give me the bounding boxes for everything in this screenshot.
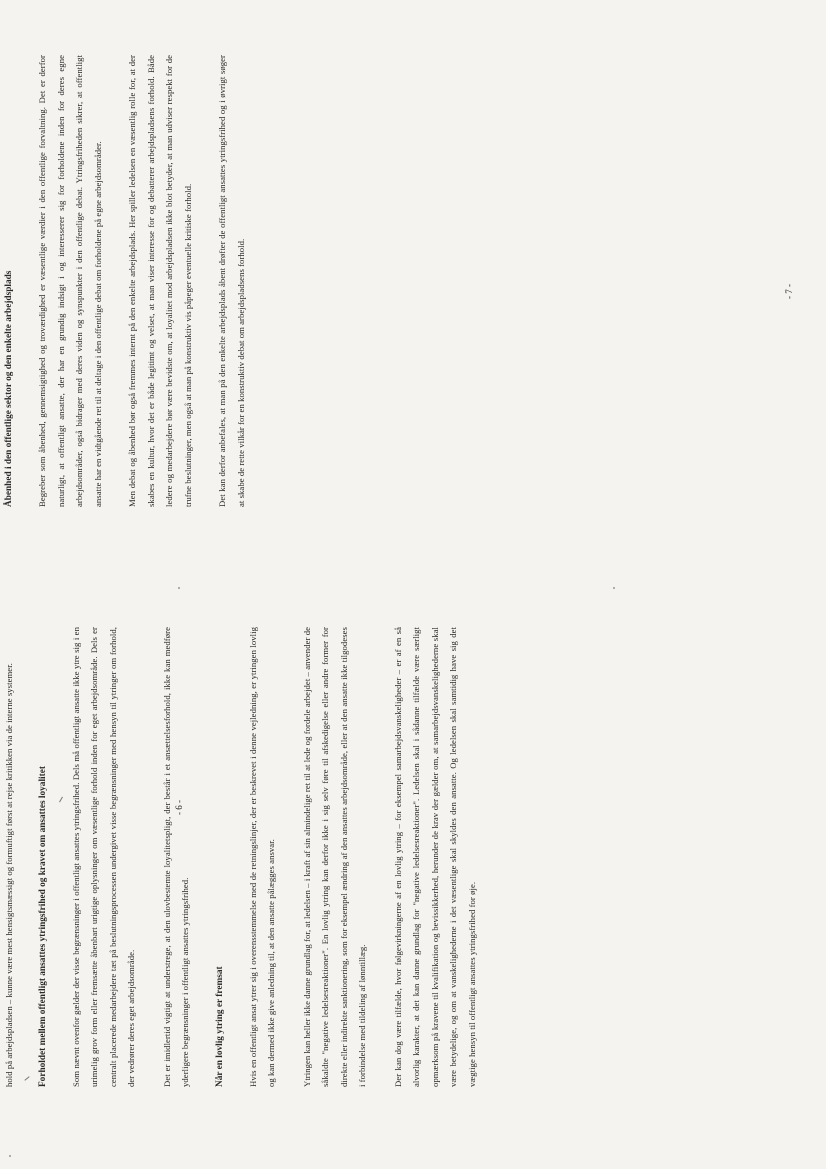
left-paragraph-2: Det er imidlertid vigtigt at understrege, at den ulovbestemte loyalitetspligt, der består i et ansættelsesforhold, ikke kan medføre yderligere begrænsninger i offentligt ansattes ytringsfrihed. <box>161 627 190 1087</box>
left-paragraph-1: Som nævnt ovenfor gælder der visse begrænsninger i offentligt ansattes ytringsfrihed. Dels må offentligt ansatte ikke ytre sig i en urimelig grov form eller fremsætte åbenbart urigtige oplysninger om væsentlige forhold inden for eget arbejdsområde. Dels er centralt placerede medarbejdere tæt på beslutningsprocessen undergivet visse begrænsninger med hensyn til ytringer om forhold, der vedrører deres eget arbejdsområde. <box>70 627 136 1087</box>
left-page <box>0 627 481 1087</box>
right-paragraph-3: Det kan derfor anbefales, at man på den enkelte arbejdsplads åbent drøfter de offentligt ansattes ytringsfrihed og i øvrigt søger at skabe de rette vilkår for en konstruktiv debat om arbejdspladsens forhold. <box>217 55 246 507</box>
right-paragraph-1: Begreber som åbenhed, gennemsigtighed og troværdighed er væsentlige værdier i den offentlige forvaltning. Det er derfor naturligt, at offentligt ansatte, der har en grundig indsigt i og interesserer sig for forholdene inden for deres egne arbejdsområder, også bidrager med deres viden og synspunkter i den offentlige debat. Ytringsfriheden sikrer, at offentligt ansatte har en vidtgående ret til at deltage i den offentlige debat om forholdene på egne arbejdsområder. <box>37 55 103 507</box>
left-paragraph-4: Ytringen kan heller ikke danne grundlag for, at ledelsen – i kraft af sin almindelige ret til at lede og fordele arbejdet – anvender de såkaldte "negative ledelsesreaktioner". En lovlig ytring kan derfor ikke i sig selv føre til afskedigelse eller andre former for direkte eller indirekte sanktionering, som for eksempel ændring af den ansattes arbejdsområde, eller at den ansatte ikke tilgodeses i forbindelse med tildeling af lønntillæg. <box>301 627 367 1087</box>
scan-speck <box>178 587 180 589</box>
left-heading-loyalty: Forholdet mellem offentligt ansattes ytringsfrihed og kravet om ansattes loyalitet <box>37 766 48 1087</box>
left-paragraph-3: Hvis en offentligt ansat ytrer sig i overensstemmelse med de retningslinjer, der er beskrevet i denne vejledning, er ytringen lovlig og kan dermed ikke give anledning til, at den ansatte pålægges ansvar. <box>247 627 276 1087</box>
left-intro-paragraph: hold på arbejdspladsen – kunne være mest hensigtsmæssigt og formuftigt først at rejse kritikken via de interne systemer. <box>4 663 14 1087</box>
left-heading-lawful-statement: Når en lovlig ytring er fremsat <box>214 966 225 1087</box>
scan-speck <box>9 1155 11 1157</box>
page-number-right: - 7 - <box>784 284 794 299</box>
left-paragraph-5: Der kan dog være tilfælde, hvor følgevirkningerne af en lovlig ytring – for eksempel samarbejdsvanskeligheder – er af en så alvorlig karakter, at det kan danne grundlag for "negative ledelsesreaktioner". Ledelsen skal i sådanne tilfælde være særligt opmærksom på kravene til kvalifikation og bevissikkerhed, herunder de krav der gælder om, at samarbejdsvanskelighederne skal være betydelige, og om at vanskelighederne i det væsentlige skal skyldes den ansatte. Og ledelsen skal samtidig have sig det vægtige hensyn til offentligt ansattes ytringsfrihed for øje. <box>392 627 477 1087</box>
scan-speck <box>613 587 615 589</box>
page-number-left: - 6 - <box>174 800 184 815</box>
right-heading-openness: Åbenhed i den offentlige sektor og den enkelte arbejdsplads <box>4 270 14 507</box>
right-page <box>0 55 250 507</box>
right-paragraph-2: Men debat og åbenhed bør også fremmes internt på den enkelte arbejdsplads. Her spiller ledelsen en væsentlig rolle for, at der skabes en kultur, hvor det er både legitimt og velset, at man viser interesse for og debatterer arbejdspladsens forhold. Både ledere og medarbejdere bør være bevidste om, at loyalitet mod arbejdspladsen ikke blot betyder, at man udviser respekt for de trufne beslutninger, men også at man på konstruktiv vis påpeger eventuelle kritiske forhold. <box>127 55 193 507</box>
